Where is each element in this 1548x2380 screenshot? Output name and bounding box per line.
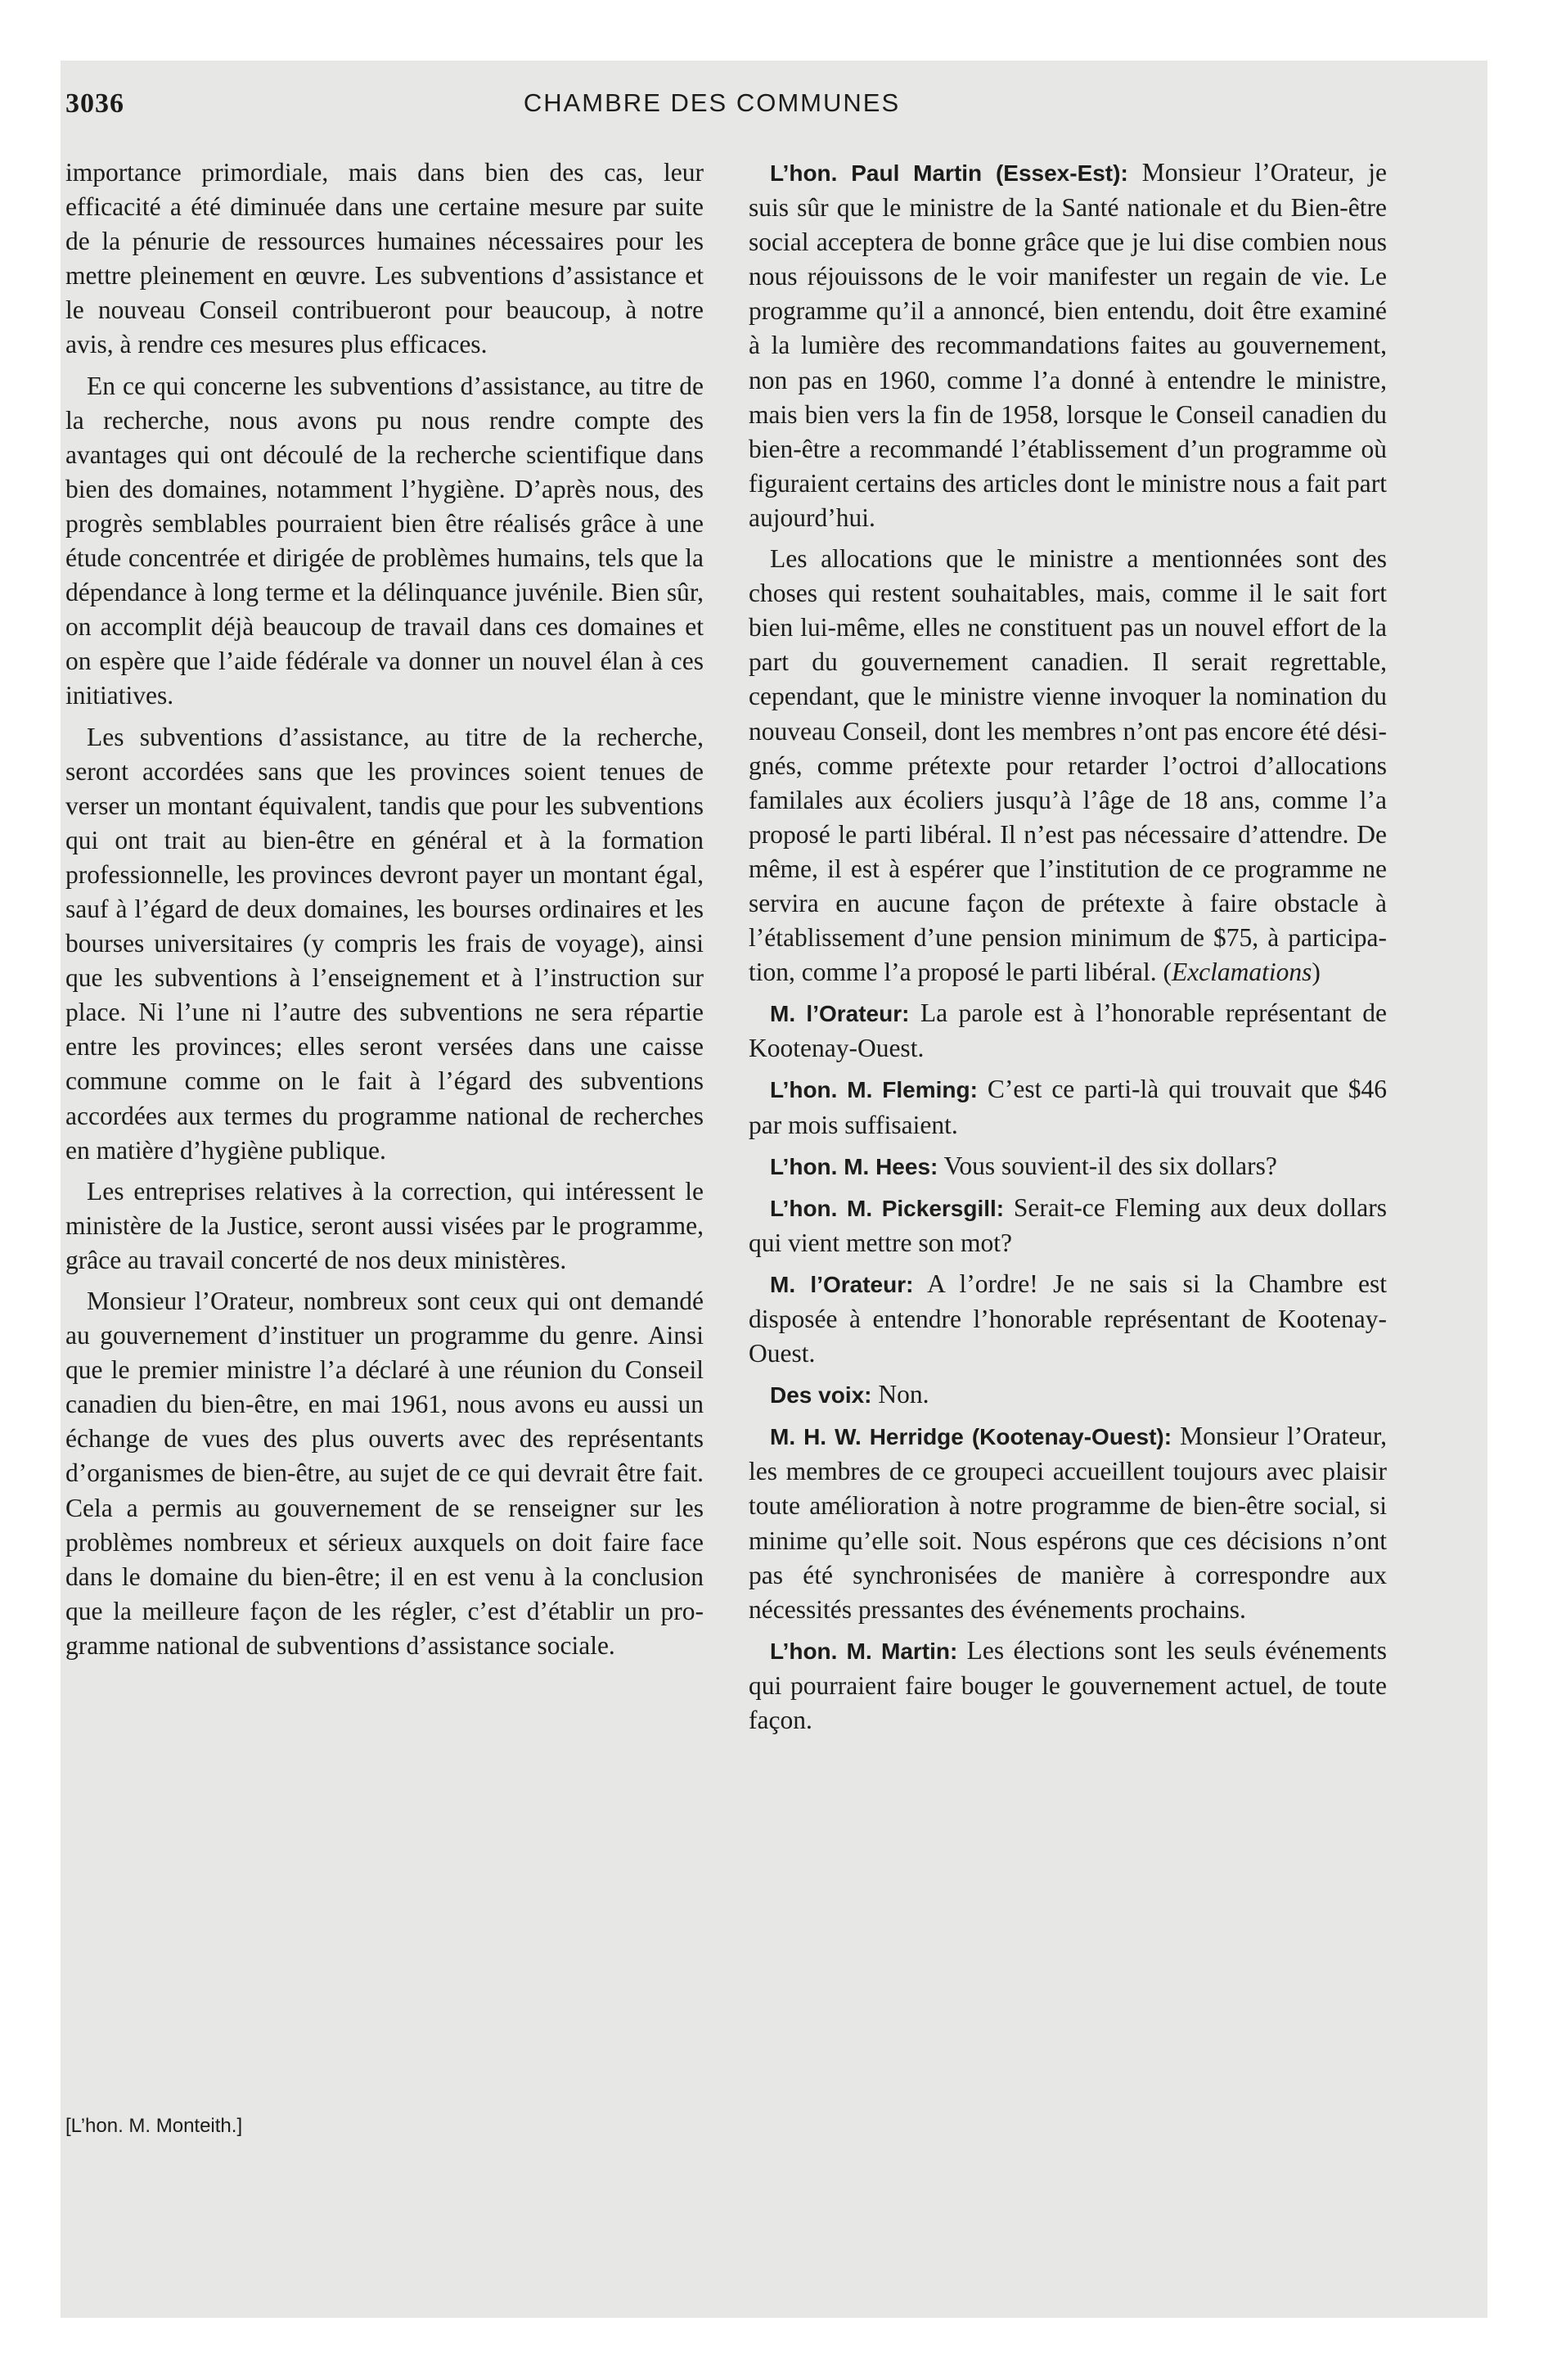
speech <box>749 1267 1387 1371</box>
speech-text: Les allocations que le ministre a mentionnées sont des choses qui restent souhaitables, mais, comme il le sait fort bien lui-même, elles ne constituent pas un nouvel effort de la part du gouvernement canadien. Il serait regrettable, cependant, que le ministre vienne invoquer la nomination du nouveau Conseil, dont les membres n’ont pas encore été désignés, comme prétexte pour retarder l’octroi d’allocations familales aux écoliers jusqu’à l’âge de 18 ans, comme l’a proposé le parti libéral. Il n’est pas nécessaire d’attendre. De même, il est à espérer que l’institution de ce programme ne servira en aucune façon de prétexte à faire obstacle à l’établissement d’une pension minimum de $75, à participation, comme l’a proposé le parti libéral. ( <box>749 544 1387 987</box>
page-number: 3036 <box>65 88 124 119</box>
speaker-name: M. H. W. Herridge (Kootenay-Ouest): <box>770 1424 1172 1450</box>
speech-text: A l’ordre! Je ne sais si la Chambre est disposée à entendre l’honorable représentant de Kootenay-Ouest. <box>749 1269 1387 1368</box>
page-header <box>65 88 1358 129</box>
speaker-name: L’hon. Paul Martin (Essex-Est): <box>770 160 1128 186</box>
speaker-name: Des voix: <box>770 1382 872 1409</box>
speaker-name: L’hon. M. Fleming: <box>770 1077 978 1103</box>
speech-text: Vous souvient-il des six dollars? <box>938 1151 1277 1180</box>
speaker-name: L’hon. M. Hees: <box>770 1153 938 1179</box>
speech <box>749 1634 1387 1738</box>
right-column <box>749 156 1387 1744</box>
speaker-name: M. l’Orateur: <box>770 1001 910 1027</box>
speech <box>749 1419 1387 1627</box>
speech-text: ) <box>1312 958 1321 987</box>
paragraph: importance primordiale, mais dans bien des cas, leur efficacité a été diminuée dans une certaine mesure par suite de la pénurie de ressources humaines nécessaires pour les mettre pleinement en œuvre. Les subventions d’assistance et le nouveau Conseil contribueront pour beaucoup, à notre avis, à rendre ces mesures plus efficaces. <box>65 158 704 359</box>
paragraph <box>749 542 1387 989</box>
emphasis-text: Exclamations <box>1171 958 1312 987</box>
speech <box>749 1149 1387 1184</box>
speech-text: Serait-ce Fleming aux deux dollars qui vient mettre son mot? <box>749 1192 1387 1257</box>
speech <box>749 1191 1387 1260</box>
speech <box>749 1377 1387 1413</box>
paragraph: Les subventions d’assistance, au titre de la recherche, seront accordées sans que les provinces soient tenues de verser un montant équivalent, tandis que pour les subventions qui ont trait au bien-être en général et à la formation professionnelle, les provinces devront payer un montant égal, sauf à l’égard de deux domaines, les bourses ordinaires et les bourses universitaires (y compris les frais de voyage), ainsi que les subventions à l’enseignement et à l’instruction sur place. Ni l’une ni l’autre des subventions ne sera répartie entre les provinces; elles seront versées dans une caisse commune comme on le fait à l’égard des subventions accordées aux termes du programme national de recherches en matière d’hygiène publique. <box>65 722 704 1165</box>
paragraph: En ce qui concerne les subventions d’assistance, au titre de la recherche, nous avons pu nous rendre compte des avantages qui ont découlé de la recherche scientifique dans bien des domaines, notamment l’hygiène. D’après nous, des progrès semblables pourraient bien être réalisés grâce à une étude concentrée et dirigée de problèmes humains, tels que la dépendance à long terme et la délinquance juvénile. Bien sûr, on accomplit déjà beaucoup de travail dans ces domaines et on espère que l’aide fédérale va donner un nouvel élan à ces initiatives. <box>65 371 704 710</box>
speech <box>749 1072 1387 1142</box>
running-title: CHAMBRE DES COMMUNES <box>523 88 901 117</box>
speaker-name: M. l’Orateur: <box>770 1271 914 1297</box>
speech-text: Non. <box>871 1380 929 1409</box>
speech-text: Les élections sont les seuls événements qui pourraient faire bouger le gouvernement actuel, de toute façon. <box>749 1635 1387 1735</box>
speech-text: Monsieur l’Orateur, les membres de ce groupeci accueillent toujours avec plaisir toute amélioration à notre programme de bien-être social, si minime qu’elle soit. Nous espérons que ces décisions n’ont pas été synchronisées de manière à correspondre aux nécessités pressantes des événements prochains. <box>749 1422 1388 1624</box>
paragraph: Monsieur l’Orateur, nombreux sont ceux qui ont demandé au gouvernement d’instituer un programme du genre. Ainsi que le premier ministre l’a déclaré à une réunion du Conseil canadien du bien-être, en mai 1961, nous avons eu aussi un échange de vues des plus ouverts avec des représentants d’organismes de bien-être, au sujet de ce qui devrait être fait. Cela a permis au gouvernement de se renseigner sur les problèmes nombreux et sérieux auxquels on doit faire face dans le domaine du bien-être; il en est venu à la conclusion que la meilleure façon de les régler, c’est d’établir un programme national de subventions d’assistance sociale. <box>65 1287 704 1660</box>
speech-text: C’est ce parti-là qui trouvait que $46 par mois suffisaient. <box>749 1075 1387 1139</box>
speech-text: La parole est à l’honorable représentant de Kootenay-Ouest. <box>749 998 1387 1063</box>
speaker-name: L’hon. M. Martin: <box>770 1638 958 1664</box>
left-column <box>65 156 704 1670</box>
speech-text: Monsieur l’Orateur, je suis sûr que le ministre de la Santé nationale et du Bien-être social acceptera de bonne grâce que je lui dise combien nous nous réjouissons de le voir manifester un regain de vie. Le programme qu’il a annoncé, bien entendu, doit être examiné à la lumière des recommandations faites au gouvernement, non pas en 1960, comme l’a donné à entendre le ministre, mais bien vers la fin de 1958, lorsque le Conseil canadien du bien-être a recommandé l’établissement d’un programme où figuraient certains des articles dont le ministre nous a fait part aujourd’hui. <box>749 158 1387 532</box>
speech <box>749 996 1387 1066</box>
speaker-name: L’hon. M. Pickersgill: <box>770 1195 1005 1221</box>
footer-reference: [L’hon. M. Monteith.] <box>65 2115 243 2137</box>
paragraph: Les entreprises relatives à la correction, qui intéressent le ministère de la Justice, seront aussi visées par le programme, grâce au travail concerté de nos deux ministères. <box>65 1176 704 1274</box>
speech <box>749 156 1387 535</box>
